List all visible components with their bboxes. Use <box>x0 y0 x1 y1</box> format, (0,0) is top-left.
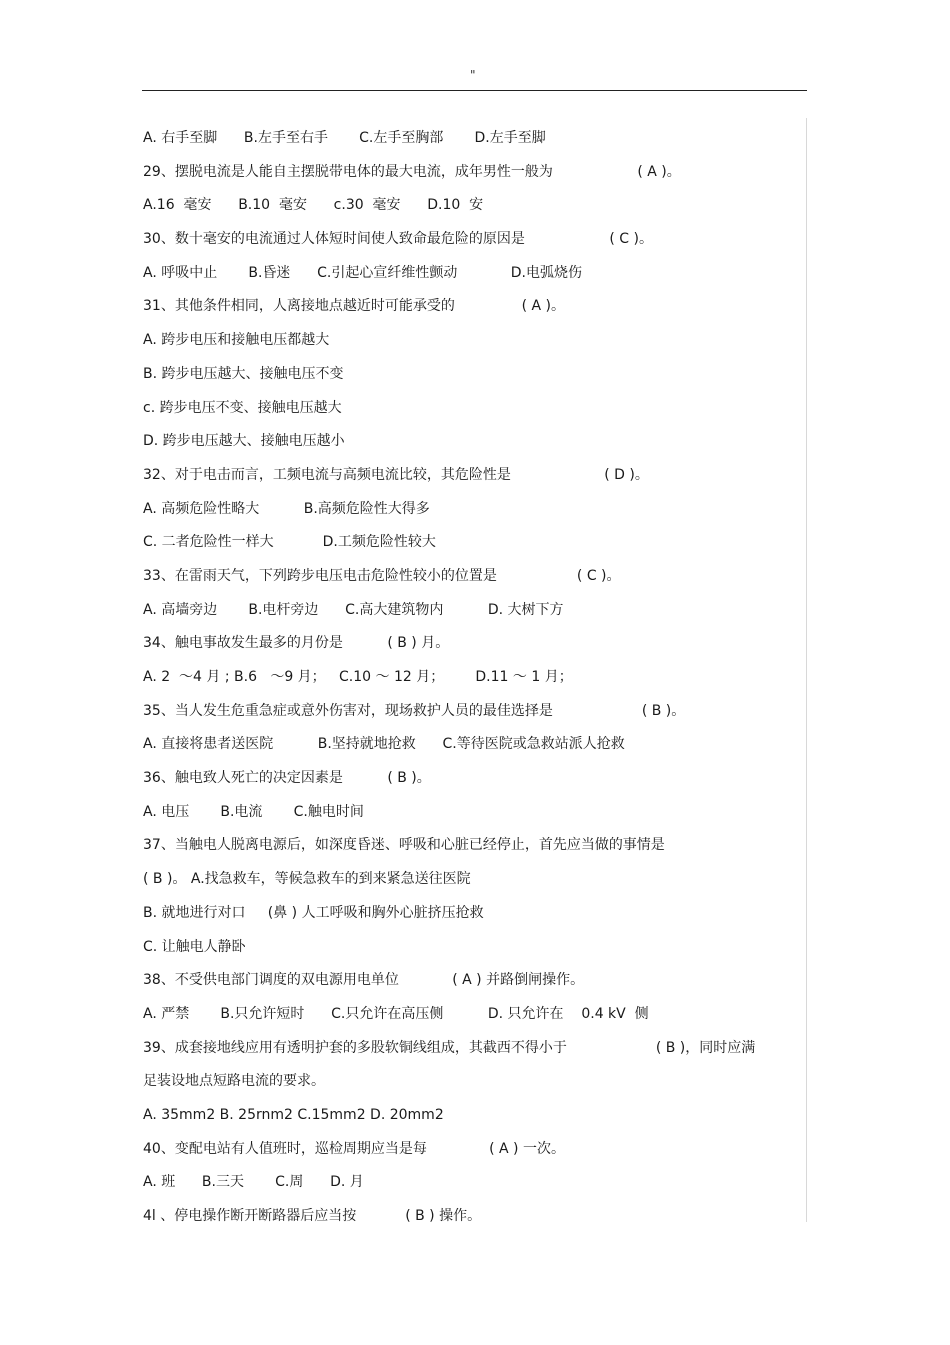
option-line: A. 电压 B.电流 C.触电时间 <box>143 803 364 820</box>
question-32: 32、对于电击而言，工频电流与高频电流比较，其危险性是 ( D )。 <box>143 466 649 483</box>
option-line: B. 跨步电压越大、接触电压不变 <box>143 365 344 382</box>
option-line: A. 直接将患者送医院 B.坚持就地抢救 C.等待医院或急救站派人抢救 <box>143 736 625 753</box>
option-line: A. 班 B.三天 C.周 D. 月 <box>143 1174 364 1191</box>
header-rule <box>142 90 807 91</box>
question-29: 29、摆脱电流是人能自主摆脱带电体的最大电流，成年男性一般为 ( A )。 <box>143 163 681 180</box>
option-line: A.16 毫安 B.10 毫安 c.30 毫安 D.10 安 <box>143 197 484 214</box>
question-36: 36、触电致人死亡的决定因素是 ( B )。 <box>143 770 431 787</box>
option-line: A. 2 ～4 月 ; B.6 ～9 月； C.10 ～ 12 月； D.11 ～ 1 月； <box>143 669 573 685</box>
option-line: C. 二者危险性一样大 D.工频危险性较大 <box>143 534 436 551</box>
option-line: B. 就地进行对口 (鼻 ) 人工呼吸和胸外心脏挤压抢救 <box>143 904 484 921</box>
option-line: A. 跨步电压和接触电压都越大 <box>143 332 330 349</box>
question-34: 34、触电事故发生最多的月份是 ( B ) 月。 <box>143 635 450 652</box>
option-line: ( B )。 A.找急救车，等候急救车的到来紧急送往医院 <box>143 871 471 888</box>
question-40: 40、变配电站有人值班时，巡检周期应当是每 ( A ) 一次。 <box>143 1140 565 1157</box>
option-line: A. 呼吸中止 B.昏迷 C.引起心宣纤维性颤动 D.电弧烧伤 <box>143 264 582 281</box>
question-30: 30、数十毫安的电流通过人体短时间使人致命最危险的原因是 ( C )。 <box>143 231 653 248</box>
right-margin-rule <box>806 118 807 1222</box>
document-body <box>143 127 803 1239</box>
option-line: C. 让触电人静卧 <box>143 938 246 955</box>
question-39: 39、成套接地线应用有透明护套的多股软铜线组成，其截西不得小于 ( B )，同时应满 <box>143 1039 756 1056</box>
option-line: A. 高墙旁边 B.电杆旁边 C.高大建筑物内 D. 大树下方 <box>143 601 564 618</box>
option-line: A. 右手至脚 B.左手至右手 C.左手至胸部 D.左手至脚 <box>143 130 546 146</box>
question-39-continued: 足装设地点短路电流的要求。 <box>143 1073 325 1090</box>
option-line: D. 跨步电压越大、接触电压越小 <box>143 433 345 450</box>
question-37: 37、当触电人脱离电源后，如深度昏迷、呼吸和心脏已经停止，首先应当做的事情是 <box>143 837 665 854</box>
question-35: 35、当人发生危重急症或意外伤害对，现场救护人员的最佳选择是 ( B )。 <box>143 702 686 719</box>
option-line: c. 跨步电压不变、接触电压越大 <box>143 399 342 416</box>
question-31: 31、其他条件相同，人离接地点越近时可能承受的 ( A )。 <box>143 298 565 315</box>
option-line: A. 严禁 B.只允许短时 C.只允许在高压侧 D. 只允许在 0.4 kV 侧 <box>143 1005 649 1022</box>
question-41: 4l 、停电操作断开断路器后应当按 ( B ) 操作。 <box>143 1208 482 1224</box>
option-line: A. 高频危险性略大 B.高频危险性大得多 <box>143 500 430 517</box>
question-33: 33、在雷雨天气，下列跨步电压电击危险性较小的位置是 ( C )。 <box>143 567 621 584</box>
option-line: A. 35mm2 B. 25rnm2 C.15mm2 D. 20mm2 <box>143 1106 444 1123</box>
page-header-mark: " <box>470 68 476 82</box>
question-38: 38、不受供电部门调度的双电源用电单位 ( A ) 并路倒闸操作。 <box>143 972 585 989</box>
